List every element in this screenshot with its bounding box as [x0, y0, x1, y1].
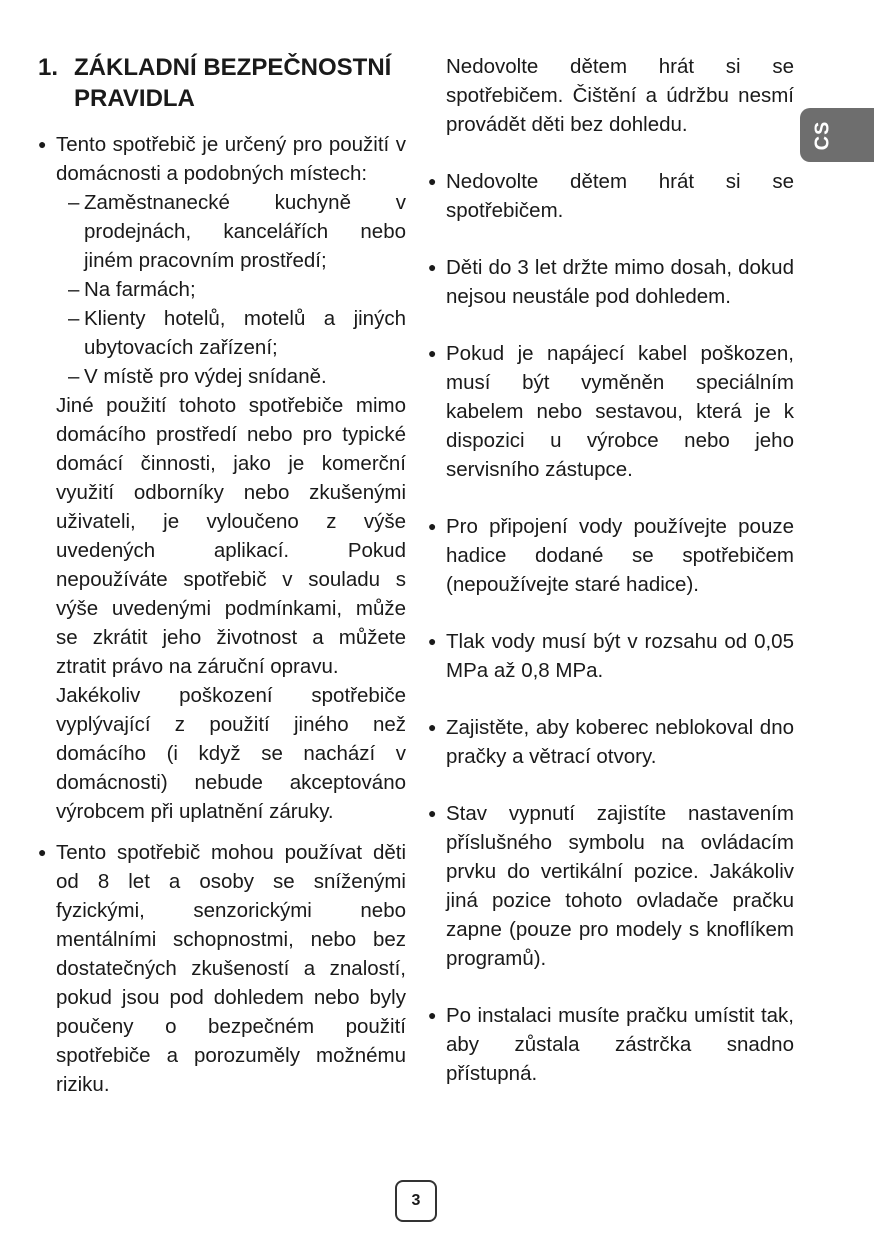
safety-bullet: ● Pokud je napájecí kabel poškozen, musí být vyměněn speciálním kabelem nebo sestavou, která je k dispozici u výrobce nebo jeho servisního zástupce. [428, 339, 794, 484]
usage-sub-item: – Klienty hotelů, motelů a jiných ubytovacích zařízení; [38, 304, 406, 362]
page-number [395, 1180, 437, 1222]
safety-bullet: ● Po instalaci musíte pračku umístit tak, aby zůstala zástrčka snadno přístupná. [428, 1001, 794, 1088]
section-heading [38, 52, 406, 114]
left-column [38, 52, 406, 1099]
usage-sub-item: – Na farmách; [38, 275, 406, 304]
safety-bullet: ● Děti do 3 let držte mimo dosah, dokud nejsou neustále pod dohledem. [428, 253, 794, 311]
usage-paragraph: Jiné použití tohoto spotřebiče mimo domácího prostředí nebo pro typické domácí činnosti, jako je komerční využití odborníky nebo zkušenými uživateli, je vyloučeno z výše uvedených aplikací. Pokud nepoužíváte spotřebič v souladu s výše uvedenými podmínkami, může se zkrátit jeho životnost a můžete ztratit právo na záruční opravu. [56, 394, 406, 678]
safety-bullet: ● Stav vypnutí zajistíte nastavením příslušného symbolu na ovládacím prvku do vertikální pozice. Jakákoliv jiná pozice tohoto ovladače pračku zapne (pouze pro modely s knoflíkem programů). [428, 799, 794, 973]
usage-sub-item: – V místě pro výdej snídaně. [38, 362, 406, 391]
section-number: 1. [38, 54, 59, 81]
safety-bullet: ● Tlak vody musí být v rozsahu od 0,05 MPa až 0,8 MPa. [428, 627, 794, 685]
safety-bullet: ● Zajistěte, aby koberec neblokoval dno pračky a větrací otvory. [428, 713, 794, 771]
language-code: CS [811, 120, 834, 150]
safety-bullet: ● Pro připojení vody používejte pouze hadice dodané se spotřebičem (nepoužívejte staré hadice). [428, 512, 794, 599]
warranty-paragraph: Jakékoliv poškození spotřebiče vyplývající z použití jiného než domácího (i když se nachází v domácnosti) nebude akceptováno výrobcem při uplatnění záruky. [56, 684, 406, 823]
usage-sub-item: – Zaměstnanecké kuchyně v prodejnách, kancelářích nebo jiném pracovním prostředí; [38, 188, 406, 275]
children-bullet: ● Tento spotřebič mohou používat děti od 8 let a osoby se sníženými fyzickými, senzorickými nebo mentálními schopnostmi, nebo bez dostatečných zkušeností a znalostí, pokud jsou pod dohledem nebo byly poučeny o bezpečném použití spotřebiče a porozuměly možnému riziku. [38, 838, 406, 1099]
section-title: ZÁKLADNÍ BEZPEČNOSTNÍ PRAVIDLA [74, 54, 392, 112]
safety-bullet: ● Nedovolte dětem hrát si se spotřebičem. [428, 167, 794, 225]
usage-bullet: ● Tento spotřebič je určený pro použití v domácnosti a podobných místech: [38, 130, 406, 188]
continuation-paragraph: Nedovolte dětem hrát si se spotřebičem. Čištění a údržbu nesmí provádět děti bez dohledu. [446, 55, 794, 136]
language-tab [800, 108, 874, 162]
page-number-label: 3 [411, 1192, 421, 1209]
right-column [428, 52, 794, 1088]
